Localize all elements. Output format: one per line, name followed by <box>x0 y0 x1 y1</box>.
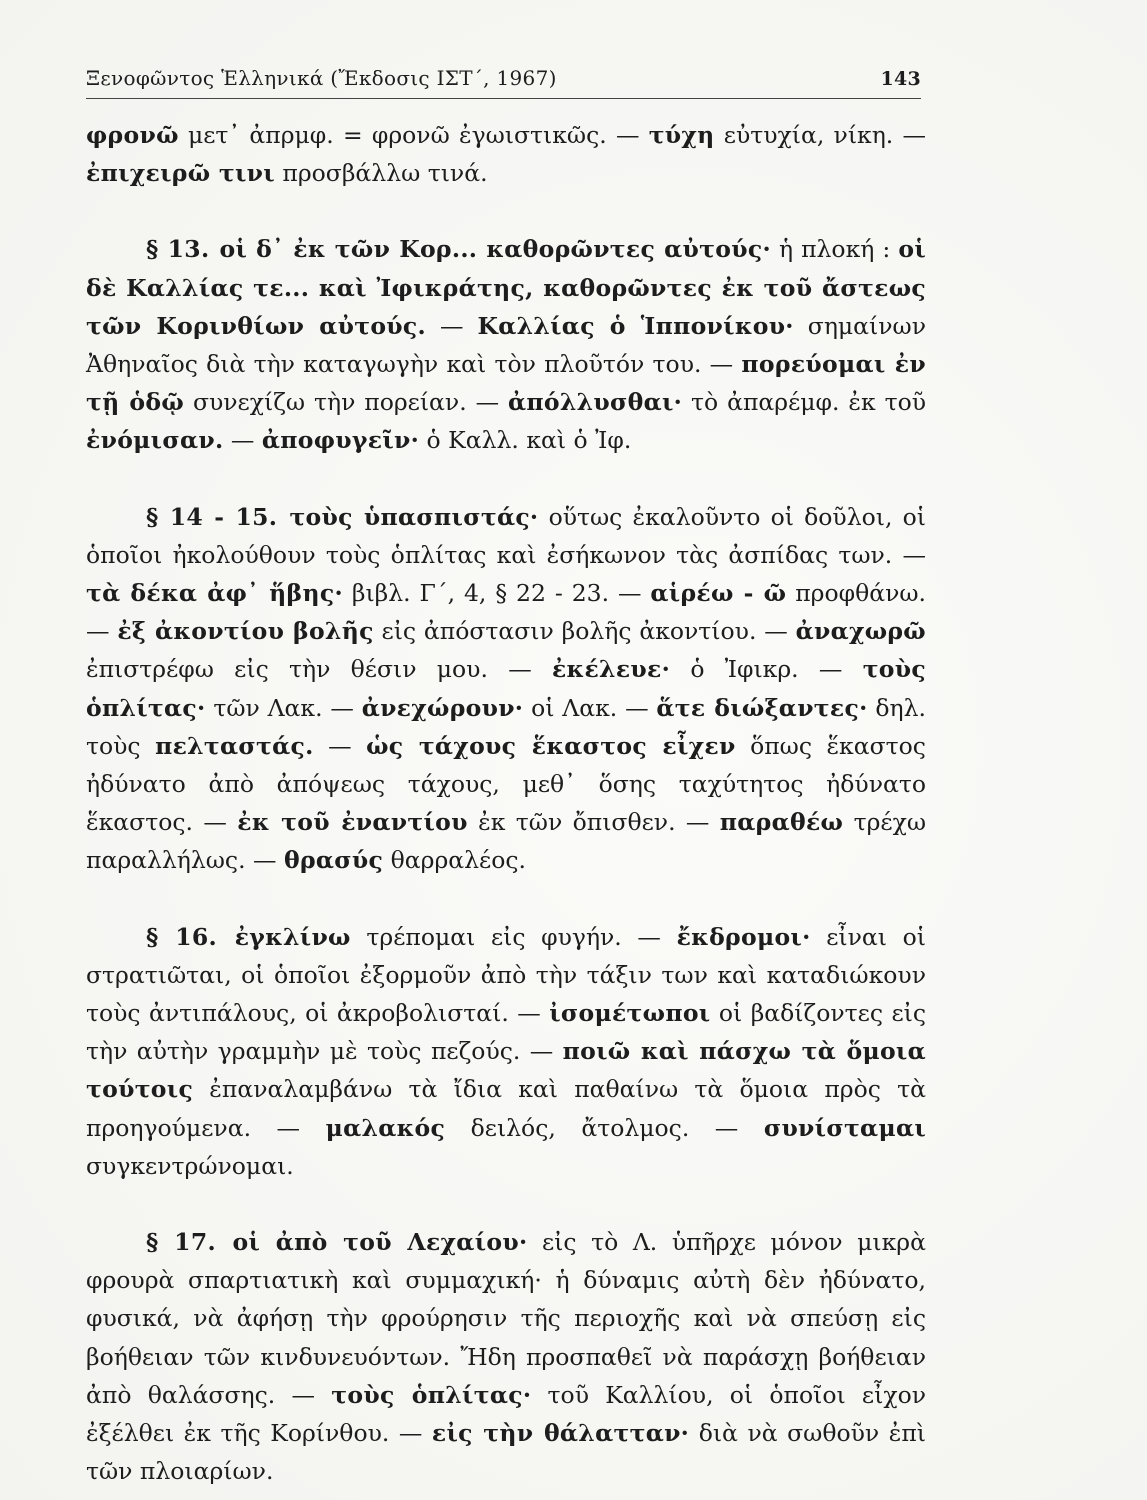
lemma: ἐπιχειρῶ τινι <box>86 159 275 188</box>
gloss-text: δηλ. τοὺς <box>86 693 926 760</box>
gloss-text: συγκεντρώνομαι. <box>86 1151 294 1180</box>
lemma: ἐξ ἀκοντίου βολῆς <box>117 617 374 646</box>
gloss-text: — <box>426 311 478 340</box>
gloss-text: θαρραλέος. <box>383 846 526 875</box>
gloss-text: συνεχίζω τὴν πορείαν. — <box>184 388 508 417</box>
gloss-text: εἰς τὸ Λ. ὑπῆρχε μόνον μικρὰ φρουρὰ σπαρτιατικὴ καὶ συμμαχική· ἡ δύναμις αὐτὴ δὲν ἠδύνατο, φυσικά, νὰ ἀφήσῃ τὴν φρούρησιν τῆς περιοχῆς καὶ νὰ σπεύσῃ εἰς βοήθειαν τῶν κινδυνευόντων. Ἤδη προσπαθεῖ νὰ παράσχῃ βοήθειαν ἀπὸ θαλάσσης. — <box>86 1228 926 1409</box>
lemma: ὡς τάχους ἕκαστος εἶχεν <box>366 731 736 760</box>
gloss-text: ἡ πλοκή : <box>770 235 899 264</box>
gloss-text: τὸ ἀπαρέμφ. ἐκ τοῦ <box>682 388 927 417</box>
gloss-text: διὰ νὰ σωθοῦν ἐπὶ τῶν πλοιαρίων. <box>86 1419 927 1486</box>
gloss-text: δειλός, ἄτολμος. — <box>445 1113 764 1142</box>
gloss-text: προσβάλλω τινά. <box>274 159 488 188</box>
section-number: § 17. <box>146 1228 216 1257</box>
gloss-text: οἱ Λακ. — <box>523 693 657 722</box>
gloss-text: ἐπαναλαμβάνω τὰ ἴδια καὶ παθαίνω τὰ ὅμοια πρὸς τὰ προηγούμενα. — <box>86 1075 926 1142</box>
gloss-text: εὐτυχία, νίκη. — <box>714 121 926 149</box>
lemma: τοὺς ὑπασπιστάς· <box>289 502 539 531</box>
gloss-text: εἰς ἀπόστασιν βολῆς ἀκοντίου. — <box>373 617 796 646</box>
lemma: ἐκέλευε· <box>551 655 671 684</box>
lemma: πελταστάς. <box>155 731 314 760</box>
running-header <box>86 58 921 99</box>
lemma: τοὺς ὁπλίτας· <box>331 1380 532 1409</box>
gloss-text: τῶν Λακ. — <box>205 693 362 722</box>
lemma: ἅτε διώξαντες· <box>656 693 868 722</box>
lemma: πορεύομαι ἐν τῇ ὁδῷ <box>86 350 926 417</box>
lemma: οἱ ἀπὸ τοῦ Λεχαίου· <box>232 1228 528 1257</box>
gloss-text: ὁ Καλλ. καὶ ὁ Ἰφ. <box>419 426 632 455</box>
paragraph-0 <box>86 116 926 192</box>
section-number: § 13. <box>146 235 210 264</box>
running-title: Ξενοφῶντος Ἑλληνικά (Ἔκδοσις ΙΣΤ΄, 1967) <box>86 66 557 90</box>
lemma: τὰ δέκα ἀφ᾽ ἥβης· <box>86 579 343 608</box>
gloss-text: εἶναι οἱ στρατιῶται, οἱ ὁποῖοι ἐξορμοῦν ἀπὸ τὴν τάξιν των καὶ καταδιώκουν τοὺς ἀντιπάλους, οἱ ἀκροβολισταί. — <box>86 922 927 1028</box>
lemma: συνίσταμαι <box>763 1113 926 1142</box>
gloss-text: βιβλ. Γ΄, 4, § 22 - 23. — <box>342 579 651 608</box>
lemma: παραθέω <box>719 808 844 837</box>
paragraph-section-17 <box>86 1223 926 1490</box>
paragraph-section-16 <box>86 918 926 1185</box>
lemma: ἐνόμισαν. <box>86 426 224 455</box>
lemma: αἱρέω - ῶ <box>650 579 787 608</box>
gloss-text: προφθάνω. — <box>86 579 927 646</box>
gloss-text: οἱ βαδίζοντες εἰς τὴν αὐτὴν γραμμὴν μὲ τοὺς πεζούς. — <box>86 999 926 1066</box>
lemma: εἰς τὴν θάλατταν· <box>431 1419 690 1448</box>
paragraph-section-13 <box>86 230 926 459</box>
lemma: ἐγκλίνω <box>234 922 351 951</box>
lemma: ἰσομέτωποι <box>549 999 711 1028</box>
lemma: ἐκ τοῦ ἐναντίου <box>237 808 468 837</box>
lemma: τοὺς ὁπλίτας· <box>86 655 926 722</box>
gloss-text: ἐκ τῶν ὄπισθεν. — <box>467 808 720 837</box>
lemma: ἀπόλλυσθαι· <box>507 388 683 417</box>
section-number: § 16. <box>146 922 218 951</box>
gloss-text: τρέχω παραλλήλως. — <box>86 808 926 875</box>
page-number: 143 <box>880 68 921 90</box>
gloss-text: — <box>313 731 367 760</box>
lemma: οἱ δ᾽ ἐκ τῶν Κορ... καθορῶντες αὐτούς· <box>219 235 771 264</box>
paragraph-section-14-15 <box>86 498 926 880</box>
lemma: ἀναχωρῶ <box>795 617 926 646</box>
lemma: φρονῶ <box>86 121 179 149</box>
lemma: Καλλίας ὁ Ἱππονίκου· <box>477 311 794 340</box>
gloss-text: μετ᾽ ἀπρμφ. = φρονῶ ἐγωιστικῶς. — <box>178 121 649 149</box>
lemma: μαλακός <box>325 1113 446 1142</box>
lemma: ἀνεχώρουν· <box>361 693 524 722</box>
lemma: οἱ δὲ Καλλίας τε... καὶ Ἰφικράτης, καθορῶντες ἐκ τοῦ ἄστεως τῶν Κορινθίων αὐτούς. <box>86 235 926 340</box>
gloss-text: τρέπομαι εἰς φυγήν. — <box>350 922 677 951</box>
gloss-text: οὕτως ἐκαλοῦντο οἱ δοῦλοι, οἱ ὁποῖοι ἠκολούθουν τοὺς ὁπλίτας καὶ ἐσήκωνον τὰς ἀσπίδας των. — <box>86 502 926 569</box>
lemma: ποιῶ καὶ πάσχω τὰ ὅμοια τούτοις <box>86 1037 926 1104</box>
lemma: ἀποφυγεῖν· <box>261 426 420 455</box>
gloss-text: ὅπως ἕκαστος ἠδύνατο ἀπὸ ἀπόψεως τάχους, μεθ᾽ ὅσης ταχύτητος ἠδύνατο ἕκαστος. — <box>86 731 926 837</box>
lemma: τύχη <box>648 121 715 149</box>
section-number: § 14 - 15. <box>146 502 278 531</box>
commentary-body <box>86 116 926 1491</box>
lemma: θρασύς <box>284 846 384 875</box>
gloss-text: — <box>223 426 262 455</box>
gloss-text: τοῦ Καλλίου, οἱ ὁποῖοι εἶχον ἐξέλθει ἐκ τῆς Κορίνθου. — <box>86 1380 926 1448</box>
gloss-text: σημαίνων Ἀθηναῖος διὰ τὴν καταγωγὴν καὶ τὸν πλοῦτόν του. — <box>86 311 926 379</box>
lemma: ἔκδρομοι· <box>676 922 811 951</box>
gloss-text: ἐπιστρέφω εἰς τὴν θέσιν μου. — <box>86 655 552 684</box>
gloss-text: ὁ Ἰφικρ. — <box>670 655 863 684</box>
